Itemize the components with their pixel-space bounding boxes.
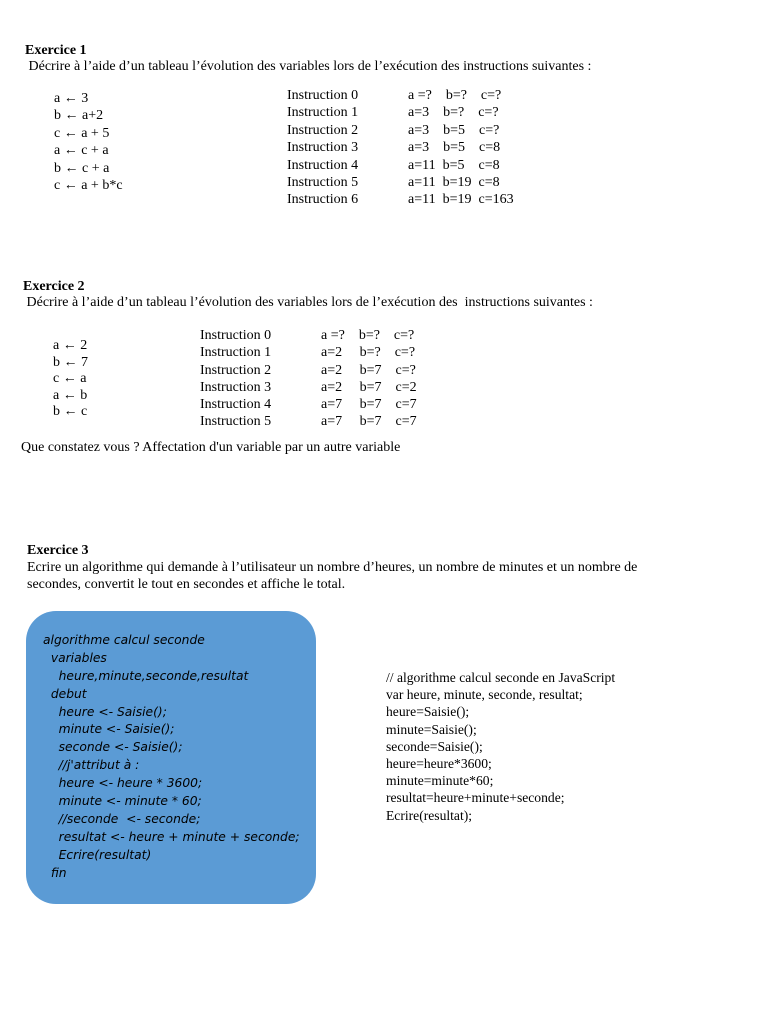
- table-row-label: Instruction 4: [200, 397, 272, 413]
- algorithm-code: [43, 632, 300, 882]
- table-row-label: Instruction 1: [200, 345, 272, 361]
- code-line: algorithme calcul seconde: [43, 633, 205, 647]
- table-row-label: Instruction 4: [287, 157, 359, 173]
- instruction-line: a ← b: [53, 387, 88, 403]
- ex2-question: Que constatez vous ? Affectation d'un variable par un autre variable: [21, 440, 401, 455]
- instruction-line: b ← a+2: [54, 108, 104, 124]
- instruction-line: a ← c + a: [54, 143, 109, 159]
- js-line: // algorithme calcul seconde en JavaScript: [386, 670, 616, 685]
- table-row-values: a=2 b=7 c=?: [321, 362, 416, 378]
- ex2-instructions: [53, 338, 88, 421]
- table-row-values: a=3 b=5 c=8: [408, 140, 501, 156]
- js-line: minute=Saisie();: [386, 721, 477, 737]
- instruction-line: a ← 3: [54, 91, 89, 106]
- ex1-instructions: [54, 90, 123, 194]
- code-line: minute <- Saisie();: [43, 722, 175, 737]
- code-line: minute <- minute * 60;: [43, 794, 202, 809]
- javascript-code: [386, 669, 615, 824]
- instruction-line: c ← a + 5: [54, 125, 110, 141]
- table-row-label: Instruction 5: [287, 174, 359, 190]
- table-row-values: a =? b=? c=?: [408, 88, 502, 103]
- algorithm-code-box: [26, 611, 316, 904]
- instruction-line: c ← a + b*c: [54, 177, 123, 193]
- table-row-label: Instruction 2: [287, 122, 359, 138]
- ex2-subtitle: Décrire à l’aide d’un tableau l’évolution des variables lors de l’exécution des instructions suivantes :: [23, 295, 593, 310]
- js-line: heure=heure*3600;: [386, 755, 492, 771]
- table-row-values: a =? b=? c=?: [321, 328, 415, 343]
- ex3-text-line2: secondes, convertit le tout en secondes et affiche le total.: [27, 577, 346, 592]
- code-line: heure,minute,seconde,resultat: [43, 668, 249, 683]
- js-line: heure=Saisie();: [386, 704, 470, 720]
- table-row-label: Instruction 3: [200, 379, 272, 395]
- table-row-label: Instruction 0: [287, 88, 359, 103]
- instruction-line: b ← c: [53, 404, 88, 419]
- table-row-values: a=7 b=7 c=7: [321, 397, 417, 413]
- table-row-values: a=11 b=5 c=8: [408, 157, 500, 173]
- code-line: //j'attribut à :: [43, 758, 140, 773]
- code-line: variables: [43, 650, 107, 665]
- ex3-text-line1: Ecrire un algorithme qui demande à l’utilisateur un nombre d’heures, un nombre de minutes et un nombre de: [27, 560, 638, 575]
- code-line: //seconde <- seconde;: [43, 811, 201, 826]
- table-row-values: a=2 b=? c=?: [321, 345, 416, 361]
- ex1-table-labels: [287, 87, 358, 209]
- ex1-table-values: [408, 87, 514, 209]
- ex2-table-values: [321, 327, 417, 431]
- table-row-label: Instruction 2: [200, 362, 272, 378]
- ex1-title: Exercice 1: [25, 43, 87, 58]
- code-line: Ecrire(resultat): [43, 847, 152, 862]
- table-row-label: Instruction 5: [200, 414, 272, 430]
- code-line: fin: [43, 865, 67, 880]
- ex1-subtitle: Décrire à l’aide d’un tableau l’évolution des variables lors de l’exécution des instructions suivantes :: [25, 59, 592, 74]
- table-row-label: Instruction 1: [287, 105, 359, 121]
- instruction-line: a ← 2: [53, 338, 88, 353]
- ex3-title: Exercice 3: [27, 543, 89, 558]
- code-line: seconde <- Saisie();: [43, 740, 183, 755]
- table-row-label: Instruction 3: [287, 140, 359, 156]
- code-line: heure <- Saisie();: [43, 704, 167, 719]
- ex2-title: Exercice 2: [23, 279, 85, 294]
- js-line: minute=minute*60;: [386, 773, 494, 789]
- instruction-line: b ← 7: [53, 354, 88, 370]
- table-row-values: a=2 b=7 c=2: [321, 379, 417, 395]
- code-line: heure <- heure * 3600;: [43, 776, 203, 791]
- table-row-label: Instruction 0: [200, 328, 272, 343]
- code-line: debut: [43, 686, 87, 701]
- js-line: resultat=heure+minute+seconde;: [386, 790, 565, 806]
- instruction-line: b ← c + a: [54, 160, 110, 176]
- table-row-values: a=7 b=7 c=7: [321, 414, 417, 430]
- table-row-values: a=3 b=5 c=?: [408, 122, 500, 138]
- js-line: Ecrire(resultat);: [386, 807, 473, 823]
- ex2-table-labels: [200, 327, 271, 431]
- table-row-values: a=3 b=? c=?: [408, 105, 499, 121]
- table-row-values: a=11 b=19 c=8: [408, 174, 500, 190]
- code-line: resultat <- heure + minute + seconde;: [43, 829, 300, 844]
- instruction-line: c ← a: [53, 371, 87, 386]
- js-line: var heure, minute, seconde, resultat;: [386, 687, 583, 703]
- table-row-label: Instruction 6: [287, 192, 359, 208]
- js-line: seconde=Saisie();: [386, 738, 483, 754]
- table-row-values: a=11 b=19 c=163: [408, 192, 514, 208]
